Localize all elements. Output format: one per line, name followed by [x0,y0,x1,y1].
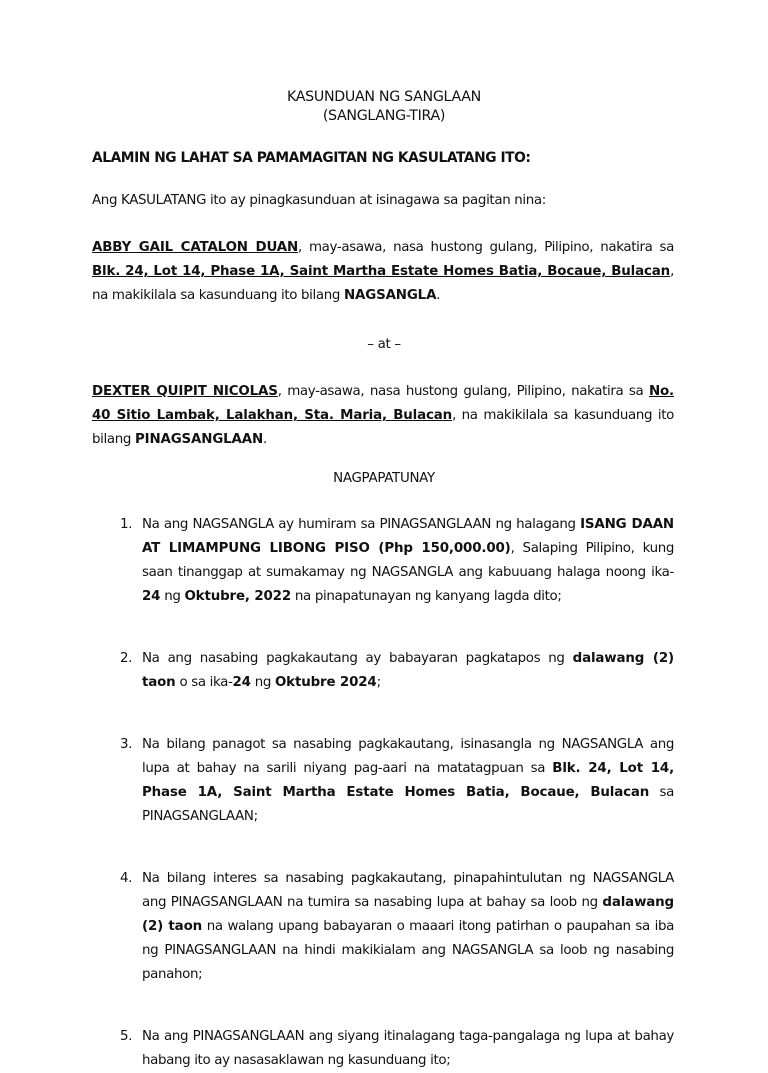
clause-bold: ISANG DAAN AT LIMAMPUNG LIBONG PISO (Php 150,000.00) [142,517,674,556]
party1-end: . [436,288,441,303]
clause-item [92,1025,674,1073]
clause-text: na walang upang babayaran o maaari itong patirhan o paupahan sa iba ng PINAGSANGLAAN na hindi makikialam ang NAGSANGLA sa loob ng nasabing panahon; [142,919,674,982]
party1-details: , may-asawa, nasa hustong gulang, Pilipino, nakatira sa [298,240,674,255]
clause-text: Na bilang interes sa nasabing pagkakautang, pinapahintulutan ng NAGSANGLA ang PINAGSANGLAAN na tumira sa nasabing lupa at bahay sa loob ng [142,871,674,910]
title-line-2: (SANGLANG-TIRA) [322,108,446,124]
clause-bold: dalawang (2) taon [142,895,674,934]
party1-address: Blk. 24, Lot 14, Phase 1A, Saint Martha Estate Homes Batia, Bocaue, Bulacan [92,264,671,279]
clause-number: 1. [120,517,133,532]
clause-text: Na ang nasabing pagkakautang ay babayaran pagkatapos ng [142,651,573,666]
section-title: NAGPAPATUNAY [333,471,435,486]
clause-item [92,733,674,829]
party2-role: PINAGSANGLAAN [134,432,264,447]
clause-text: , Salaping Pilipino, kung saan tinanggap at sumakamay ng NAGSANGLA ang kabuuang halaga noong ika- [142,541,674,580]
opening-heading: ALAMIN NG LAHAT SA PAMAMAGITAN NG KASULATANG ITO: [92,150,531,166]
party1-role: NAGSANGLA [343,288,437,303]
clause-text: na pinapatunayan ng kanyang lagda dito; [291,589,562,604]
party2-paragraph [92,380,674,452]
clause-number: 2. [120,651,133,666]
clause-text: Na bilang panagot sa nasabing pagkakautang, isinasangla ng NAGSANGLA ang lupa at bahay na sarili niyang pag-aari na matatagpuan sa [142,737,674,776]
party2-details: , may-asawa, nasa hustong gulang, Pilipino, nakatira sa [277,384,649,399]
clause-number: 5. [120,1029,133,1044]
intro-text: Ang KASULATANG ito ay pinagkasunduan at isinagawa sa pagitan nina: [92,193,546,208]
clause-text: Na ang PINAGSANGLAAN ang siyang itinalagang taga-pangalaga ng lupa at bahay habang ito ay nasasaklawan ng kasunduang ito; [142,1029,674,1068]
clause-text: ng [160,589,185,604]
clause-bold: 24 [232,675,251,690]
clause-number: 4. [120,871,133,886]
party2-end: . [263,432,267,447]
clause-text: Na ang NAGSANGLA ay humiram sa PINAGSANGLAAN ng halagang [142,517,581,532]
party1-paragraph [92,236,674,308]
clause-list [92,513,674,1073]
clause-item [92,647,674,695]
clause-item [92,513,674,609]
document-title [0,88,768,126]
clause-text: ; [376,675,381,690]
clause-bold: Oktubre, 2022 [184,589,292,604]
party1-after-address: , na makikilala sa kasunduang ito bilang [92,264,674,303]
separator-text: – at – [367,337,401,352]
party2-after-address: , na makikilala sa kasunduang ito bilang [92,408,674,447]
clause-bold: Oktubre 2024 [274,675,377,690]
party2-name: DEXTER QUIPIT NICOLAS [92,384,278,399]
party2-address: No. 40 Sitio Lambak, Lalakhan, Sta. Maria, Bulacan [92,384,674,423]
clause-number: 3. [120,737,133,752]
clause-bold: 24 [142,589,161,604]
title-line-1: KASUNDUAN NG SANGLAAN [287,89,481,105]
clause-text: ng [250,675,275,690]
clause-text: sa PINAGSANGLAAN; [142,785,674,824]
party1-name: ABBY GAIL CATALON DUAN [92,240,299,255]
clause-bold: dalawang (2) taon [142,651,674,690]
clause-bold: Blk. 24, Lot 14, Phase 1A, Saint Martha Estate Homes Batia, Bocaue, Bulacan [142,761,674,800]
clause-text: o sa ika- [175,675,233,690]
clause-item [92,867,674,987]
